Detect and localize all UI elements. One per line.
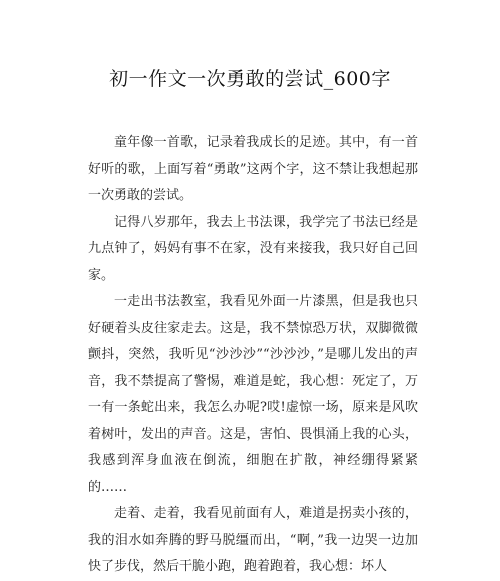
document-body	[88, 130, 418, 581]
document-title: 初一作文一次勇敢的尝试_600字	[109, 68, 391, 90]
paragraph: 记得八岁那年，我去上书法课，我学完了书法已经是九点钟了，妈妈有事不在家，没有来接我，我只好自己回家。	[88, 214, 418, 283]
paragraph: 一走出书法教室，我看见外面一片漆黑，但是我也只好硬着头皮往家走去。这是，我不禁惊恐万状，双脚微微颤抖，突然，我听见“沙沙沙”“沙沙沙，”是哪儿发出的声音，我不禁提高了警惕，难道是蛇，我心想：死定了，万一有一条蛇出来，我怎么办呢?哎!虚惊一场，原来是风吹着树叶，发出的声音。这是，害怕、畏惧涌上我的心头，我感到浑身血液在倒流，细胞在扩散，神经绷得紧紧的……	[88, 294, 418, 495]
paragraph: 童年像一首歌，记录着我成长的足迹。其中，有一首好听的歌，上面写着“勇敢”这两个字，这不禁让我想起那一次勇敢的尝试。	[88, 135, 418, 203]
paragraph: 走着、走着，我看见前面有人，难道是拐卖小孩的，我的泪水如奔腾的野马脱缰而出，“啊，”我一边哭一边加快了步伐，然后干脆小跑，跑着跑着，我心想：坏人	[88, 506, 418, 574]
